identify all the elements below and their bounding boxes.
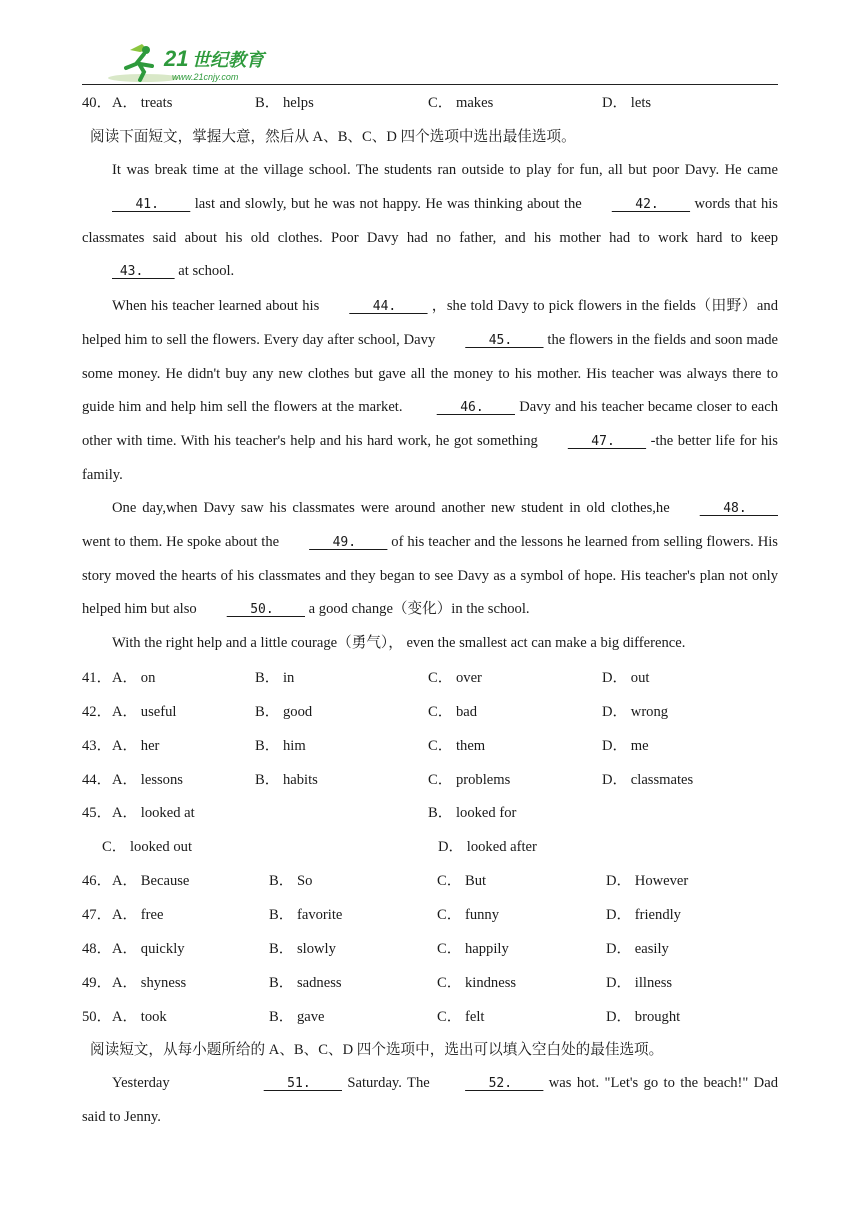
option-a: A． on [112,670,156,686]
option-a: A． her [112,738,160,754]
option-d: D． brought [606,1009,681,1025]
option-c: C． makes [428,95,494,111]
question-46 [82,870,778,892]
question-42 [82,701,778,723]
option-b: B． him [255,738,306,754]
option-b: B． So [269,873,313,889]
option-b: B． gave [269,1009,325,1025]
option-a: A． took [112,1009,167,1025]
question-48 [82,938,778,960]
option-d: D． wrong [602,704,669,720]
svg-text:世纪教育: 世纪教育 [192,50,264,71]
option-d: D． illness [606,975,673,991]
option-d: D． friendly [606,907,681,923]
question-44 [82,769,778,791]
blank-49[interactable]: 49. [309,534,388,550]
option-d: D． lets [602,95,652,111]
blank-46[interactable]: 46. [436,400,515,416]
blank-42[interactable]: 42. [611,196,691,212]
option-a: A． quickly [112,941,185,957]
option-c: C． looked out [102,839,192,855]
passage-2-paragraph-1: Yesterday 51. Saturday. The 52. was hot. "Let's go to the beach!" Dad said to Jenny. [82,1067,778,1135]
passage-paragraph-4: With the right help and a little courage（勇气）， even the smallest act can make a big difference. [112,635,686,651]
blank-51[interactable]: 51. [263,1076,342,1091]
question-number: 40． [82,95,112,111]
question-number: 46． [82,873,112,889]
option-d: D． classmates [602,772,694,788]
question-43 [82,735,778,757]
option-c: C． them [428,738,486,754]
question-number: 44． [82,772,112,788]
option-d: D． me [602,738,649,754]
option-c: C． bad [428,704,478,720]
option-a: A． shyness [112,975,187,991]
option-d: D． out [602,670,650,686]
question-number: 43． [82,738,112,754]
option-c: C． funny [437,907,500,923]
option-a: A． Because [112,873,190,889]
option-b: B． helps [255,95,314,111]
option-b: B． looked for [428,805,517,821]
option-c: C． happily [437,941,509,957]
blank-50[interactable]: 50. [226,602,305,618]
question-number: 47． [82,907,112,923]
option-c: C． over [428,670,482,686]
option-a: A． useful [112,704,177,720]
question-number: 45． [82,805,112,821]
svg-text:www.21cnjy.com: www.21cnjy.com [172,72,239,82]
option-b: B． sadness [269,975,342,991]
option-c: C． But [437,873,487,889]
option-d: D． easily [606,941,669,957]
option-b: B． good [255,704,313,720]
option-a: A． lessons [112,772,183,788]
option-c: C． problems [428,772,511,788]
passage-paragraph-1: It was break time at the village school. The students ran outside to play for fun, all but poor Davy. He came 41. last and slowly, but he was not happy. He was thinking about the 42. words that his classmates said about his old clothes. Poor Davy had no father, and his mother had to work hard to keep 43. at school. [82,154,778,289]
option-a: A． looked at [112,805,195,821]
passage-paragraph-2: When his teacher learned about his 44. ，she told Davy to pick flowers in the fields（田野）and helped him to sell the flowers. Every day after school, Davy 45. the flowers in the fields and soon made some money. He didn't buy any new clothes but gave all the money to his mother. His teacher was always there to guide him and help him sell the flowers at the market. 46. Davy and his teacher became closer to each other with time. With his teacher's help and his hard work, he got something 47. -the better life for his family. [82,290,778,493]
question-number: 49． [82,975,112,991]
page-header [82,36,778,86]
site-logo [104,40,274,86]
option-b: B． in [255,670,295,686]
blank-48[interactable]: 48. [699,501,778,516]
option-c: C． kindness [437,975,517,991]
option-c: C． felt [437,1009,485,1025]
question-40 [82,92,778,114]
passage-paragraph-3: One day,when Davy saw his classmates were around another new student in old clothes,he 48. went to them. He spoke about the 49. of his teacher and the lessons he learned from selling flowers. His story moved the hearts of his classmates and they began to see Davy as a symbol of hope. His teacher's plan not only helped him but also 50. a good change（变化）in the school. [82,492,778,627]
instruction-1: 阅读下面短文，掌握大意，然后从 A、B、C、D 四个选项中选出最佳选项。 [90,129,576,145]
question-number: 42． [82,704,112,720]
option-b: B． favorite [269,907,343,923]
blank-52[interactable]: 52. [465,1076,544,1091]
option-d: D． looked after [438,839,537,855]
blank-41[interactable]: 41. [112,196,191,212]
blank-45[interactable]: 45. [465,332,544,348]
option-a: A． free [112,907,164,923]
question-45-row-1 [82,802,778,824]
option-d: D． However [606,873,689,889]
instruction-2: 阅读短文，从每小题所给的 A、B、C、D 四个选项中，选出可以填入空白处的最佳选项。 [90,1042,664,1058]
option-a: A． treats [112,95,173,111]
svg-text:21: 21 [164,46,189,71]
blank-44[interactable]: 44. [349,299,428,314]
question-45-row-2 [82,836,778,858]
blank-43[interactable]: 43. [112,264,175,280]
option-b: B． habits [255,772,318,788]
question-47 [82,904,778,926]
question-number: 41． [82,670,112,686]
question-49 [82,972,778,994]
question-50 [82,1006,778,1028]
header-rule [82,84,778,85]
question-number: 48． [82,941,112,957]
option-b: B． slowly [269,941,336,957]
question-41 [82,667,778,689]
question-number: 50． [82,1009,112,1025]
blank-47[interactable]: 47. [567,434,647,450]
